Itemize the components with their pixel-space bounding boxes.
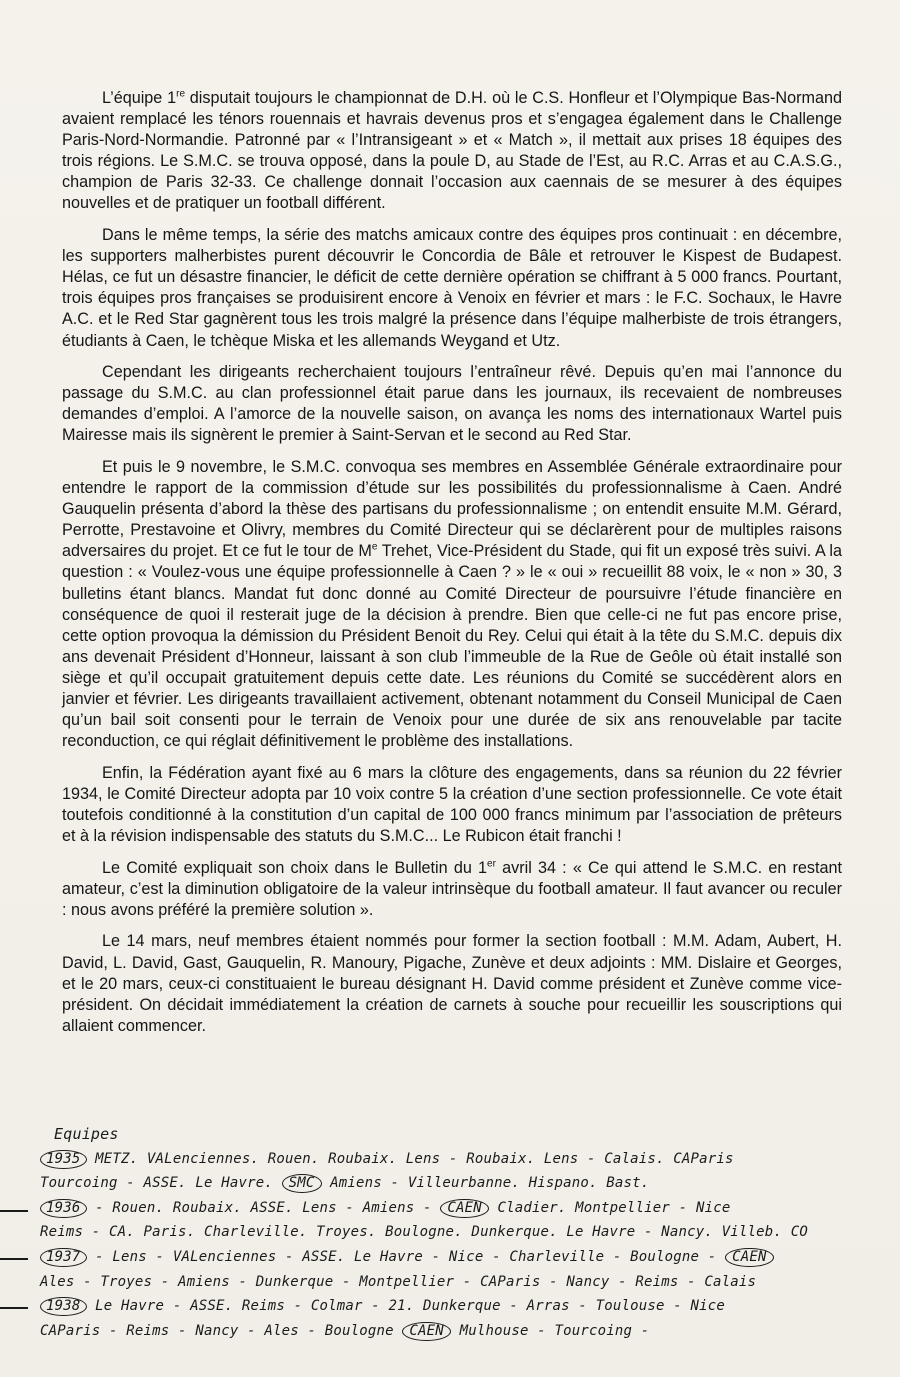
handwritten-line-1935-cont: Tourcoing - ASSE. Le Havre. SMC Amiens - Villeurbanne. Hispano. Bast.: [40, 1175, 650, 1192]
smc-circled: SMC: [282, 1174, 322, 1193]
handwritten-line-1938-cont: CAParis - Reims - Nancy - Ales - Boulogne CAEN Mulhouse - Tourcoing -: [40, 1322, 650, 1339]
handwritten-line-1936: 1936 - Rouen. Roubaix. ASSE. Lens - Amiens - CAEN Cladier. Montpellier - Nice: [40, 1196, 890, 1221]
handwritten-line-1937-cont: Ales - Troyes - Amiens - Dunkerque - Montpellier - CAParis - Nancy - Reims - Calais: [40, 1273, 757, 1290]
paragraph-6: Le Comité expliquait son choix dans le Bulletin du 1er avril 34 : « Ce qui attend le S.M.C. en restant amateur, c’est la diminution obligatoire de la valeur intrinsèque du football amateur. Il faut avancer ou reculer : nous avons préféré la première solution ».: [62, 858, 843, 919]
handwritten-title: Equipes: [54, 1125, 119, 1143]
margin-dash-mark: [0, 1258, 28, 1260]
handwritten-line-1936-cont: Reims - CA. Paris. Charleville. Troyes. Boulogne. Dunkerque. Le Havre - Nancy. Villeb. CO: [40, 1224, 808, 1241]
paragraph-1: L’équipe 1re disputait toujours le championnat de D.H. où le C.S. Honfleur et l’Olympique Bas-Normand avaient remplacé les ténors rouennais et havrais devenus pros et s’engagea également dans le Challenge Paris-Nord-Normandie. Patronné par « l’Intransigeant » et « Match », il mettait aux prises 18 équipes des trois régions. Le S.M.C. se trouva opposé, dans la poule D, au Stade de l’Est, au R.C. Arras et au C.A.S.G., champion de Paris 32-33. Ce challenge donnait l’occasion aux caennais de se mesurer à des équipes nouvelles et de pratiquer un football différent.: [62, 88, 842, 213]
caen-circled-1936: CAEN: [440, 1199, 489, 1218]
year-1938-circled: 1938: [40, 1297, 87, 1316]
margin-dash-mark: [0, 1307, 28, 1309]
handwritten-notes: [40, 1122, 890, 1343]
margin-dash-mark: [0, 1210, 28, 1212]
year-1936-circled: 1936: [40, 1199, 87, 1218]
year-1935-circled: 1935: [40, 1150, 87, 1169]
paragraph-4: Et puis le 9 novembre, le S.M.C. convoqua ses membres en Assemblée Générale extraordinaire pour entendre le rapport de la commission d’étude sur les possibilités du professionnalisme à Caen. André Gauquelin présenta d’abord la thèse des partisans du professionnalisme ; on entendit ensuite M.M. Gérard, Perrotte, Prestavoine et Olivry, membres du Comité Directeur qui se déclarèrent pour de multiples raisons adversaires du projet. Et ce fut le tour de Me Trehet, Vice-Président du Stade, qui fit un exposé très suivi. A la question : « Voulez-vous une équipe professionnelle à Caen ? » le « oui » recueillit 88 voix, le « non » 30, 3 bulletins étant blancs. Mandat fut donc donné au Comité Directeur de poursuivre l’étude financière en conséquence de quoi il resterait juge de la décision à prendre. Bien que celle-ci ne fut pas encore prise, cette option provoqua la démission du Président Benoit du Rey. Celui qui était à la tête du S.M.C. depuis dix ans devenait Président d’Honneur, laissant à son club l’immeuble de la Rue de Geôle où était installé son siège et qu’il occupait gratuitement depuis cette date. Les réunions du Comité se succédèrent alors en janvier et février. Les dirigeants travaillaient activement, obtenant notamment du Conseil Municipal de Caen qu’un bail soit consenti pour le terrain de Venoix pour une durée de six ans renouvelable par tacite reconduction, ce qui réglait définitivement le problème des installations.: [62, 458, 842, 751]
caen-circled-1937: CAEN: [725, 1248, 774, 1267]
caen-circled-1938: CAEN: [402, 1322, 451, 1341]
article-text: [62, 88, 842, 1047]
handwritten-line-1938: 1938 Le Havre - ASSE. Reims - Colmar - 21. Dunkerque - Arras - Toulouse - Nice: [40, 1294, 890, 1319]
handwritten-line-1937: 1937 - Lens - VALenciennes - ASSE. Le Havre - Nice - Charleville - Boulogne - CAEN: [40, 1245, 890, 1270]
paragraph-3: Cependant les dirigeants recherchaient toujours l’entraîneur rêvé. Depuis qu’en mai l’annonce du passage du S.M.C. au clan professionnel était parue dans les journaux, ils recevaient de nombreuses demandes d’emploi. A l’amorce de la nouvelle saison, on avança les noms des internationaux Wartel puis Mairesse mais ils signèrent le premier à Saint-Servan et le second au Red Star.: [62, 363, 842, 445]
handwritten-line-1935: 1935 METZ. VALenciennes. Rouen. Roubaix. Lens - Roubaix. Lens - Calais. CAParis: [40, 1147, 890, 1172]
year-1937-circled: 1937: [40, 1248, 87, 1267]
paragraph-7: Le 14 mars, neuf membres étaient nommés pour former la section football : M.M. Adam, Aubert, H. David, L. David, Gast, Gauquelin, R. Manoury, Pigache, Zunève et deux adjoints : MM. Dislaire et Georges, et le 20 mars, ceux-ci constituaient le bureau désignant H. David comme président et Zunève comme vice-président. On décidait immédiatement la création de carnets à souche pour recueillir les souscriptions qui allaient commencer.: [62, 932, 842, 1035]
paragraph-5: Enfin, la Fédération ayant fixé au 6 mars la clôture des engagements, dans sa réunion du 22 février 1934, le Comité Directeur adopta par 10 voix contre 5 la création d’une section professionnelle. Ce vote était toutefois conditionné à la constitution d’un capital de 100 000 francs minimum par l’association de prêteurs et à la révision indispensable des statuts du S.M.C... Le Rubicon était franchi !: [62, 763, 842, 846]
paragraph-2: Dans le même temps, la série des matchs amicaux contre des équipes pros continuait : en décembre, les supporters malherbistes purent découvrir le Concordia de Bâle et retrouver le Kispest de Budapest. Hélas, ce fut un désastre financier, le déficit de cette dernière opération se chiffrant à 5 000 francs. Pourtant, trois équipes pros françaises se produisirent encore à Venoix en février et mars : le F.C. Sochaux, le Havre A.C. et le Red Star gagnèrent tous les trois malgré la présence dans l’équipe malherbiste de trois étrangers, étudiants à Caen, le tchèque Miska et les allemands Weygand et Utz.: [62, 226, 842, 350]
